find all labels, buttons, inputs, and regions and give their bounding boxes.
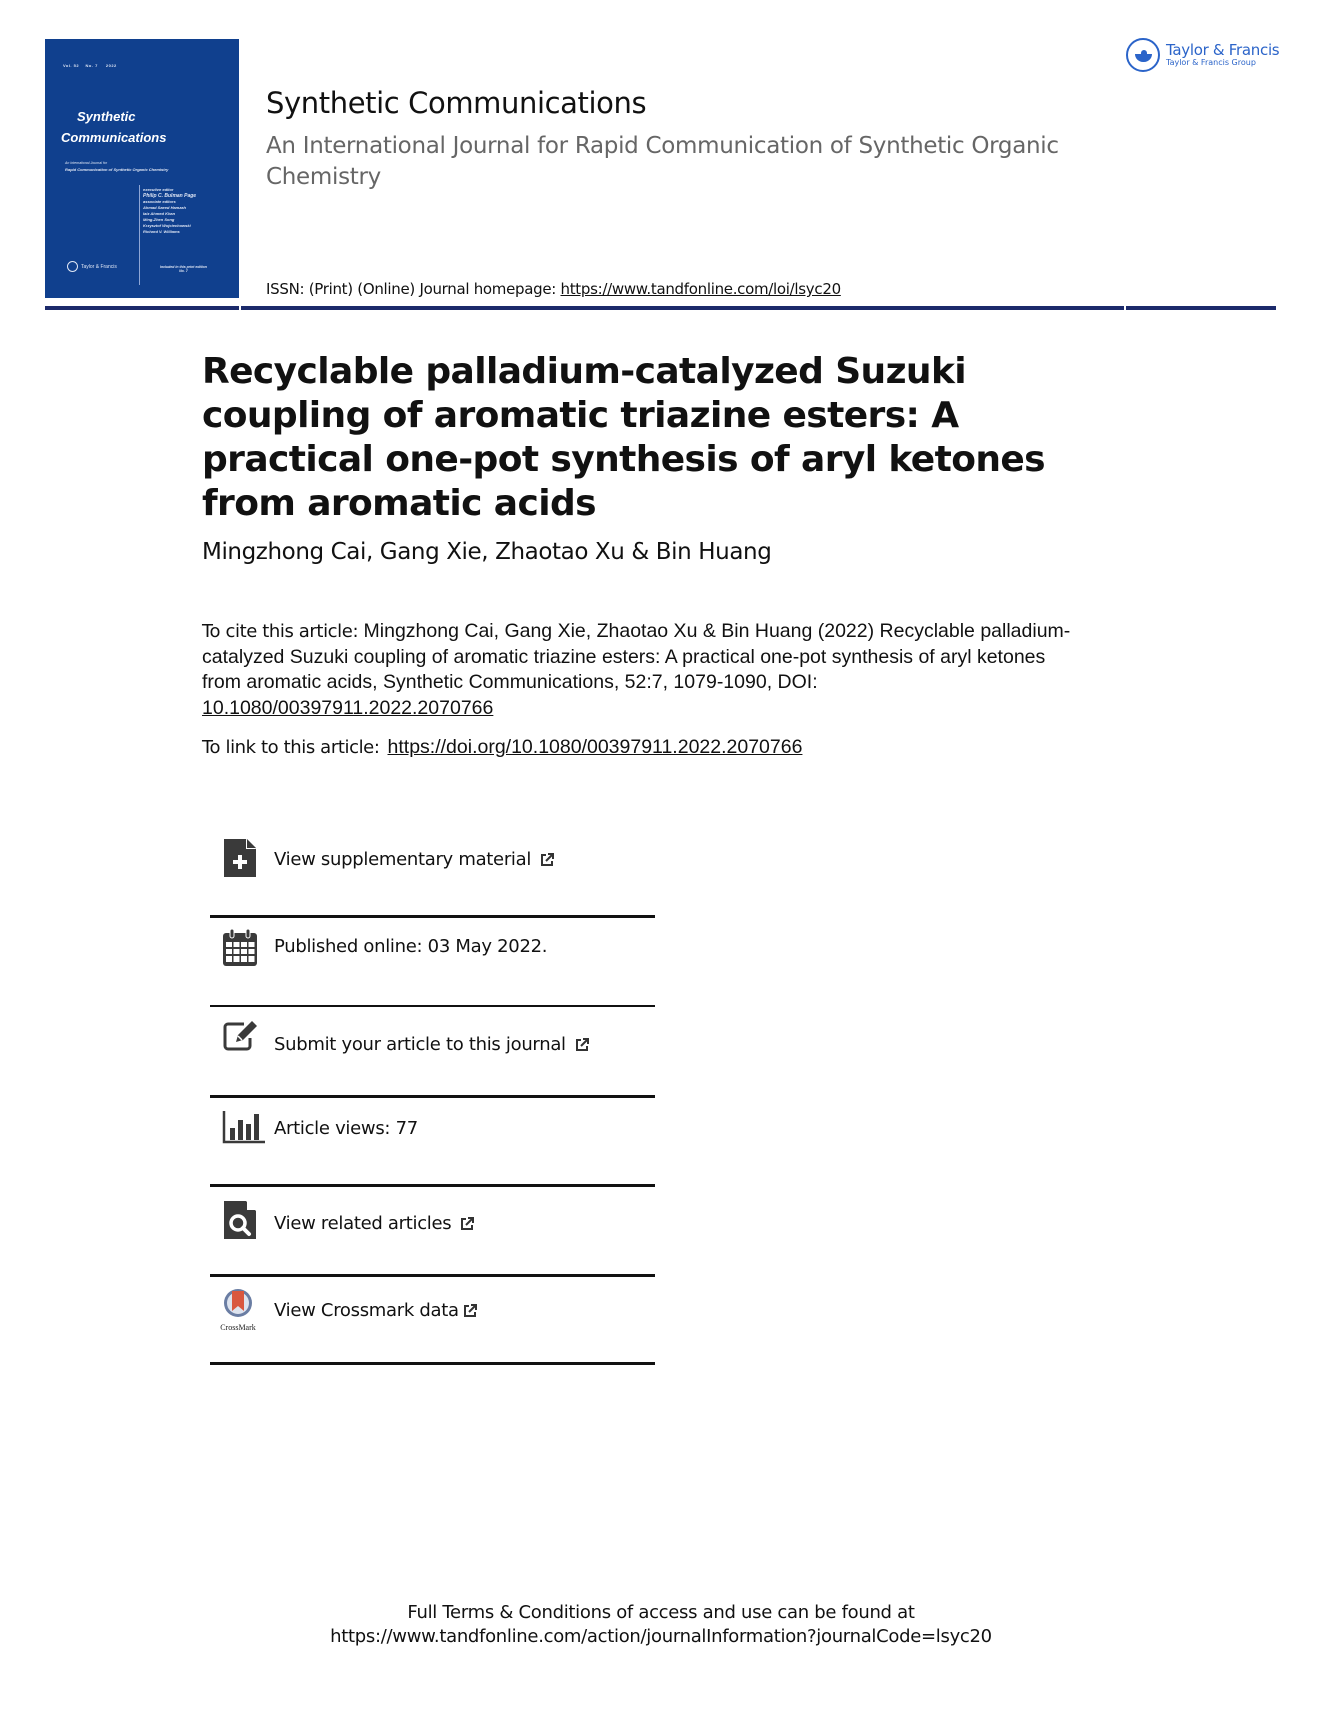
cover-divider <box>139 185 140 285</box>
link-label: To link to this article: <box>202 737 380 758</box>
cover-issue-note: Included in this print edition <box>160 265 207 269</box>
publisher-logo-icon <box>67 261 78 272</box>
header-divider <box>45 306 1276 310</box>
article-title: Recyclable palladium-catalyzed Suzuki coupling of aromatic triazine esters: A practical one-pot synthesis of aryl ketones from aromatic acids <box>202 351 1045 524</box>
row-divider <box>210 915 655 918</box>
publisher-name: Taylor & Francis <box>1166 41 1280 59</box>
cover-associate-editor: Krzysztof Wojciechowski <box>143 223 191 228</box>
row-divider <box>210 1095 655 1098</box>
cite-label: To cite this article: <box>202 621 359 642</box>
row-divider <box>210 1005 655 1007</box>
row-divider <box>210 1362 655 1365</box>
cover-subtitle-line2: Rapid Communication of Synthetic Organic Chemistry <box>65 167 169 172</box>
cover-editor-name: Philip C. Bulman Page <box>143 193 197 199</box>
issn-line <box>266 280 841 298</box>
row-divider <box>210 1274 655 1277</box>
article-link-line <box>202 736 802 759</box>
external-link-icon <box>539 852 555 868</box>
cover-associate-editor: Ahmad Saeed Hamzah <box>143 205 186 210</box>
footer-terms-url[interactable]: https://www.tandfonline.com/action/journalInformation?journalCode=lsyc20 <box>330 1626 992 1647</box>
external-link-icon <box>574 1037 590 1053</box>
cover-title-line1: Synthetic <box>77 109 136 124</box>
view-supplementary-material-link[interactable] <box>210 837 655 925</box>
issn-label: ISSN: (Print) (Online) Journal homepage: <box>266 280 561 298</box>
cover-publisher <box>67 261 117 272</box>
cover-publisher-name: Taylor & Francis <box>81 263 117 270</box>
taylor-francis-logo[interactable] <box>1126 38 1279 72</box>
cover-subtitle-line1: An International Journal for <box>65 161 108 165</box>
terms-footer <box>0 1601 1322 1649</box>
cite-doi-link[interactable]: 10.1080/00397911.2022.2070766 <box>202 696 494 719</box>
row-label: View related articles <box>274 1213 452 1234</box>
row-divider <box>210 1184 655 1187</box>
journal-subtitle: An International Journal for Rapid Communication of Synthetic Organic Chemistry <box>266 133 1059 190</box>
journal-homepage-link[interactable]: https://www.tandfonline.com/loi/lsyc20 <box>560 280 841 298</box>
row-label: Submit your article to this journal <box>274 1034 566 1055</box>
edit-icon <box>222 1020 258 1060</box>
external-link-icon <box>462 1303 478 1319</box>
row-label: View supplementary material <box>274 849 532 870</box>
journal-title: Synthetic Communications <box>266 86 647 120</box>
citation-block <box>202 619 1082 721</box>
file-plus-icon <box>222 837 258 877</box>
cover-volume: Vol. 52 No. 7 2022 <box>63 63 117 68</box>
lamp-icon <box>1126 38 1160 72</box>
published-online-row <box>210 928 655 1016</box>
header-divider-gap <box>1124 306 1126 310</box>
cover-editors <box>143 187 196 235</box>
cite-text: Mingzhong Cai, Gang Xie, Zhaotao Xu & Bin Huang (2022) Recyclable palladium-catalyzed Suzuki coupling of aromatic triazine esters: A practical one-pot synthesis of aryl ketones from aromatic acids, Synthetic Communications, 52:7, 1079-1090, DOI: <box>202 620 1071 693</box>
crossmark-icon <box>216 1288 260 1332</box>
svg-text:CrossMark: CrossMark <box>220 1323 256 1332</box>
cover-associate-label: associate editors <box>143 199 176 204</box>
cover-associate-editor: Ming-Zhen Song <box>143 217 175 222</box>
external-link-icon <box>459 1216 475 1232</box>
cover-issue <box>160 265 207 273</box>
footer-line1: Full Terms & Conditions of access and use can be found at <box>407 1602 915 1623</box>
cover-issue-number: No. 7 <box>179 269 188 273</box>
journal-cover-image <box>45 39 239 298</box>
cover-editor-label: executive editor <box>143 187 174 192</box>
row-label: Article views: 77 <box>274 1118 418 1139</box>
row-label: Published online: 03 May 2022. <box>274 936 548 957</box>
publisher-group: Taylor & Francis Group <box>1166 58 1256 67</box>
row-label: View Crossmark data <box>274 1300 459 1321</box>
cover-associate-editor: Richard V. Williams <box>143 229 180 234</box>
article-authors: Mingzhong Cai, Gang Xie, Zhaotao Xu & Bin Huang <box>202 539 772 565</box>
bar-chart-icon <box>222 1110 258 1150</box>
article-doi-link[interactable]: https://doi.org/10.1080/00397911.2022.2070766 <box>387 736 803 758</box>
file-search-icon <box>222 1199 258 1239</box>
calendar-icon <box>222 928 258 968</box>
cover-title-line2: Communications <box>61 130 167 145</box>
header-divider-gap <box>239 306 241 310</box>
cover-associate-editor: Iaiz Ahmed Khan <box>143 211 176 216</box>
